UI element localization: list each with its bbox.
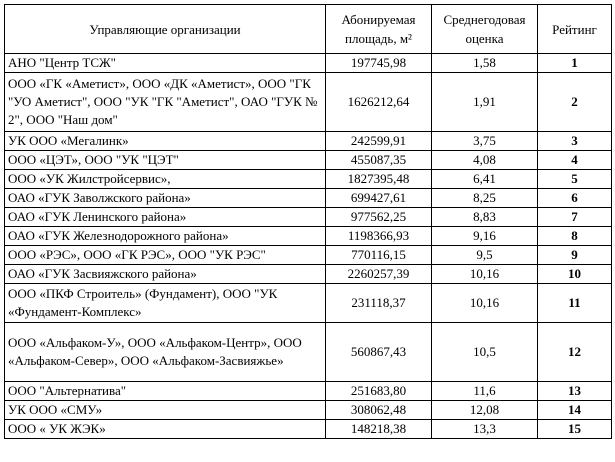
table-row (5, 284, 612, 323)
org-cell: ООО «РЭС», ООО «ГК РЭС», ООО "УК РЭС" (5, 246, 326, 265)
score-cell: 10,5 (432, 323, 538, 382)
score-cell: 10,16 (432, 265, 538, 284)
score-cell: 9,16 (432, 227, 538, 246)
header-rank: Рейтинг (538, 5, 612, 54)
org-cell: УК ООО «СМУ» (5, 401, 326, 420)
header-area: Абонируемая площадь, м² (326, 5, 432, 54)
rank-cell: 6 (538, 189, 612, 208)
rank-cell: 10 (538, 265, 612, 284)
org-cell: ООО «УК Жилстройсервис», (5, 170, 326, 189)
org-cell: АНО "Центр ТСЖ" (5, 54, 326, 73)
area-cell: 251683,80 (326, 382, 432, 401)
score-cell: 4,08 (432, 151, 538, 170)
area-cell: 242599,91 (326, 132, 432, 151)
area-cell: 560867,43 (326, 323, 432, 382)
org-cell: ОАО «ГУК Железнодорожного района» (5, 227, 326, 246)
table-row (5, 401, 612, 420)
area-cell: 455087,35 (326, 151, 432, 170)
table-row (5, 170, 612, 189)
area-cell: 1198366,93 (326, 227, 432, 246)
rank-cell: 14 (538, 401, 612, 420)
score-cell: 1,91 (432, 73, 538, 132)
org-cell: ОАО «ГУК Ленинского района» (5, 208, 326, 227)
rank-cell: 12 (538, 323, 612, 382)
rank-cell: 1 (538, 54, 612, 73)
score-cell: 8,83 (432, 208, 538, 227)
area-cell: 231118,37 (326, 284, 432, 323)
org-cell: УК ООО «Мегалинк» (5, 132, 326, 151)
score-cell: 10,16 (432, 284, 538, 323)
area-cell: 1626212,64 (326, 73, 432, 132)
header-row (5, 5, 612, 54)
table-row (5, 323, 612, 382)
table-row (5, 54, 612, 73)
table-row (5, 265, 612, 284)
table-row (5, 73, 612, 132)
header-score: Среднегодовая оценка (432, 5, 538, 54)
rank-cell: 15 (538, 420, 612, 439)
rank-cell: 8 (538, 227, 612, 246)
rank-cell: 11 (538, 284, 612, 323)
area-cell: 770116,15 (326, 246, 432, 265)
table-row (5, 151, 612, 170)
area-cell: 2260257,39 (326, 265, 432, 284)
table-row (5, 208, 612, 227)
rank-cell: 5 (538, 170, 612, 189)
score-cell: 1,58 (432, 54, 538, 73)
rank-cell: 7 (538, 208, 612, 227)
org-cell: ОАО «ГУК Засвияжского района» (5, 265, 326, 284)
header-org: Управляющие организации (5, 5, 326, 54)
score-cell: 13,3 (432, 420, 538, 439)
table-row (5, 189, 612, 208)
score-cell: 9,5 (432, 246, 538, 265)
rank-cell: 4 (538, 151, 612, 170)
table-row (5, 246, 612, 265)
table-row (5, 420, 612, 439)
score-cell: 8,25 (432, 189, 538, 208)
area-cell: 699427,61 (326, 189, 432, 208)
table-row (5, 382, 612, 401)
score-cell: 12,08 (432, 401, 538, 420)
area-cell: 308062,48 (326, 401, 432, 420)
area-cell: 197745,98 (326, 54, 432, 73)
org-cell: ООО « УК ЖЭК» (5, 420, 326, 439)
rating-table (4, 4, 612, 439)
area-cell: 1827395,48 (326, 170, 432, 189)
rank-cell: 2 (538, 73, 612, 132)
org-cell: ООО «ПКФ Строитель» (Фундамент), ООО "УК «Фундамент-Комплекс» (5, 284, 326, 323)
rank-cell: 9 (538, 246, 612, 265)
table-row (5, 227, 612, 246)
org-cell: ООО «ЦЭТ», ООО "УК "ЦЭТ" (5, 151, 326, 170)
org-cell: ООО «ГК «Аметист», ООО «ДК «Аметист», ООО "ГК "УО Аметист", ООО "УК "ГК "Аметист", ОАО "ГУК № 2", ООО "Наш дом" (5, 73, 326, 132)
score-cell: 6,41 (432, 170, 538, 189)
rank-cell: 13 (538, 382, 612, 401)
org-cell: ОАО «ГУК Заволжского района» (5, 189, 326, 208)
table-row (5, 132, 612, 151)
score-cell: 3,75 (432, 132, 538, 151)
org-cell: ООО «Альфаком-У», ООО «Альфаком-Центр», ООО «Альфаком-Север», ООО «Альфаком-Засвияжье» (5, 323, 326, 382)
score-cell: 11,6 (432, 382, 538, 401)
area-cell: 148218,38 (326, 420, 432, 439)
org-cell: ООО "Альтернатива" (5, 382, 326, 401)
area-cell: 977562,25 (326, 208, 432, 227)
rank-cell: 3 (538, 132, 612, 151)
